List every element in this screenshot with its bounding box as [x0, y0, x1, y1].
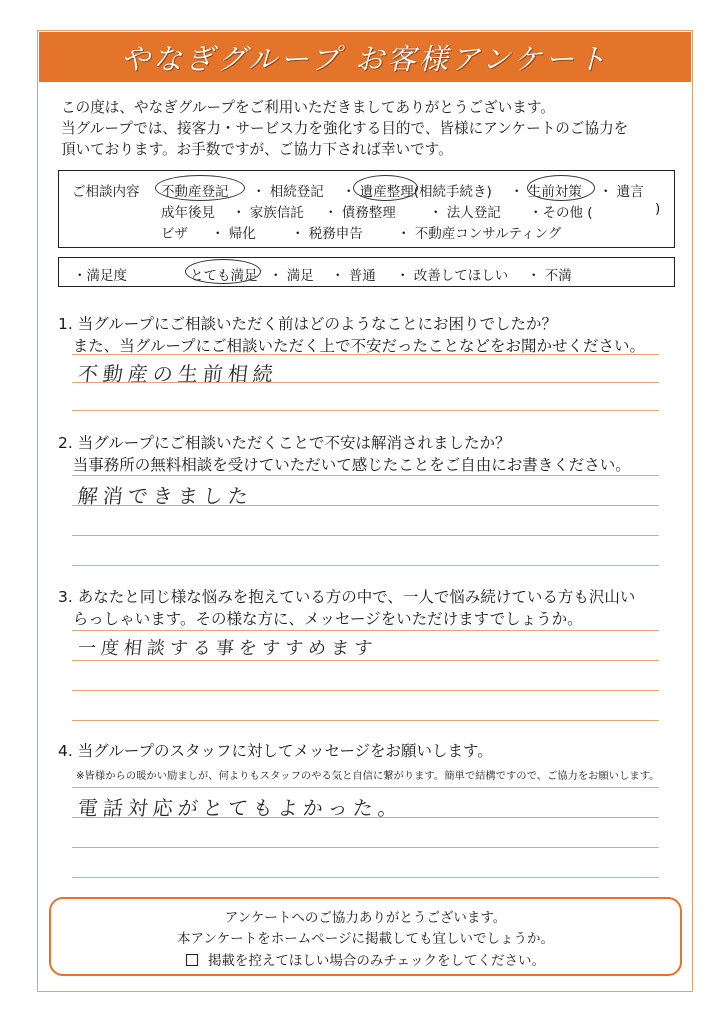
intro-text — [61, 97, 681, 160]
question-1 — [58, 313, 645, 357]
question-line: 当事務所の無料相談を受けていただいて感じたことをご自由にお書きください。 — [58, 456, 631, 474]
footer-box — [49, 897, 682, 976]
option-kazoku-shintaku[interactable]: ・ 家族信託 — [232, 205, 304, 221]
selection-circle — [155, 175, 245, 201]
question-line: また、当グループにご相談いただく上で不安だったことなどをお聞かせください。 — [58, 337, 646, 355]
consultation-label: ご相談内容 — [72, 184, 140, 200]
question-2 — [58, 432, 631, 476]
answer-rule — [72, 505, 659, 506]
option-fudosan-toki[interactable]: 不動産登記 — [161, 184, 229, 200]
answer-1[interactable]: 不動産の生前相続 — [76, 362, 280, 386]
intro-line: 頂いております。お手数ですが、ご協力下されば幸いです。 — [61, 141, 453, 158]
option-isan-seiri[interactable]: ・ 遺産整理(相続手続き) — [342, 184, 492, 200]
option-sonota[interactable]: ・その他 ( — [529, 205, 593, 221]
selection-circle — [185, 259, 261, 284]
answer-rule — [72, 817, 659, 818]
question-line: 2. 当グループにご相談いただくことで不安は解消されましたか？ — [58, 434, 511, 452]
option-zeimu[interactable]: ・ 税務申告 — [291, 226, 363, 242]
option-very-satisfied[interactable]: とても満足 — [190, 268, 258, 284]
selection-circle — [527, 175, 595, 201]
answer-rule — [72, 877, 659, 878]
question-4 — [58, 740, 493, 762]
opt-out-label: 掲載を控えてほしい場合のみチェックをしてください。 — [207, 953, 546, 969]
answer-3[interactable]: 一度相談する事をすすめます — [76, 638, 379, 659]
answer-2[interactable]: 解消できました — [76, 484, 255, 508]
option-kika[interactable]: ・ 帰化 — [211, 226, 256, 242]
option-consulting[interactable]: ・ 不動産コンサルティング — [397, 226, 562, 242]
answer-rule — [72, 535, 659, 536]
question-line: らっしゃいます。その様な方に、メッセージをいただけますでしょうか。 — [58, 610, 583, 628]
option-visa[interactable]: ビザ — [161, 226, 188, 242]
answer-rule — [72, 720, 659, 721]
question-3 — [58, 586, 635, 630]
option-unsatisfied[interactable]: ・ 不満 — [527, 268, 572, 284]
answer-rule — [72, 410, 659, 411]
option-sozoku-toki[interactable]: ・ 相続登記 — [252, 184, 324, 200]
option-seizen-taisaku[interactable]: ・ 生前対策 — [510, 184, 582, 200]
answer-rule — [72, 660, 659, 661]
selection-circle — [353, 175, 418, 201]
intro-line: 当グループでは、接客力・サービス力を強化する目的で、皆様にアンケートのご協力を — [61, 120, 629, 137]
question-line: 4. 当グループのスタッフに対してメッセージをお願いします。 — [58, 742, 493, 760]
option-saimu-seiri[interactable]: ・ 債務整理 — [324, 205, 396, 221]
question-4-note: ※皆様からの暖かい励ましが、何よりもスタッフのやる気と自信に繋がります。簡単で結構ですので、ご協力をお願いします。 — [76, 770, 660, 782]
satisfaction-box — [58, 257, 675, 287]
option-improve[interactable]: ・ 改善してほしい — [396, 268, 509, 284]
title-bar — [39, 32, 691, 82]
answer-rule — [72, 787, 659, 788]
page-title: やなぎグループ お客様アンケート — [120, 41, 610, 76]
option-sonota-close: ) — [655, 201, 661, 217]
consultation-box — [58, 170, 675, 248]
answer-rule — [72, 565, 659, 566]
answer-rule — [72, 630, 659, 631]
satisfaction-label: ・満足度 — [73, 268, 127, 284]
option-seinen-kouken[interactable]: 成年後見 — [161, 205, 215, 221]
footer-question: 本アンケートをホームページに掲載しても宜しいでしょうか。 — [177, 931, 554, 947]
answer-rule — [72, 690, 659, 691]
option-hojin-toki[interactable]: ・ 法人登記 — [429, 205, 501, 221]
footer-check-row — [51, 949, 680, 969]
option-normal[interactable]: ・ 普通 — [331, 268, 376, 284]
option-satisfied[interactable]: ・ 満足 — [269, 268, 314, 284]
footer-thanks: アンケートへのご協力ありがとうございます。 — [224, 910, 507, 926]
option-igon[interactable]: ・ 遺言 — [599, 184, 644, 200]
intro-line: この度は、やなぎグループをご利用いただきましてありがとうございます。 — [61, 99, 555, 116]
answer-rule — [72, 382, 659, 383]
opt-out-checkbox[interactable] — [186, 954, 198, 966]
answer-4[interactable]: 電話対応がとてもよかった。 — [76, 796, 405, 820]
question-line: 1. 当グループにご相談いただく前はどのようなことにお困りでしたか？ — [58, 315, 557, 333]
answer-rule — [72, 475, 659, 476]
question-line: 3. あなたと同じ様な悩みを抱えている方の中で、一人で悩み続けている方も沢山い — [58, 588, 636, 606]
answer-rule — [72, 354, 659, 355]
answer-rule — [72, 847, 659, 848]
